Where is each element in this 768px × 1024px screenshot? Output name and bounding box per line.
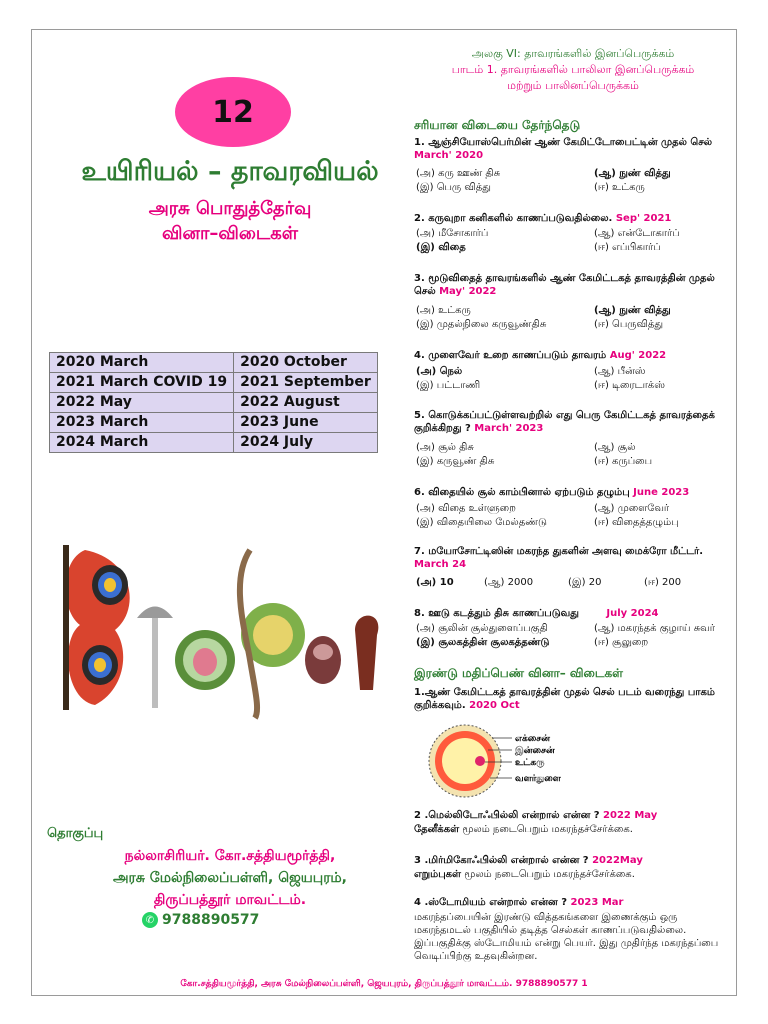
option-c: (இ) பட்டாணி (416, 380, 481, 391)
option-d: (ஈ) உட்கரு (594, 182, 645, 193)
question-text: 7. மயோசோட்டிஸின் மகரந்த துகளின் அளவு மைக்ரோ மீட்டர். (414, 546, 704, 557)
table-cell: 2023 March (50, 413, 234, 433)
exam-tag: March' 2020 (414, 150, 484, 161)
credit-name: நல்லாசிரியர். கோ.சத்தியமூர்த்தி, (124, 848, 336, 864)
class-number-badge (175, 77, 291, 147)
option-b: (ஆ) 2000 (484, 577, 534, 588)
answer-keyword: தேனீக்கள் (414, 824, 460, 835)
option-d: (ஈ) டிரைடாக்ஸ் (594, 380, 665, 391)
question-text: 6. விதையில் சூல் காம்பினால் ஏற்படும் தழும்பு (414, 487, 630, 498)
unit-heading: அலகு VI: தாவரங்களில் இனப்பெருக்கம் (471, 47, 675, 60)
option-d: (ஈ) சூலுறை (594, 637, 649, 648)
exam-sessions-table (49, 352, 378, 453)
question-7 (414, 545, 732, 571)
option-b: (ஆ) நுண் வித்து (594, 168, 671, 179)
table-cell: 2022 May (50, 393, 234, 413)
option-a: (அ) 10 (416, 577, 454, 588)
exam-tag: Aug' 2022 (609, 350, 667, 361)
question-4 (414, 349, 732, 362)
page-title: உயிரியல் – தாவரவியல் (81, 156, 379, 187)
question-text: 5. கொடுக்கப்பட்டுள்ளவற்றில் எது பெரு கேமிட்டகத் தாவரத்தைக் குறிக்கிறது ? (414, 410, 715, 434)
question-text: 1.ஆண் கேமிட்டகத் தாவரத்தின் முதல் செல் படம் வரைந்து பாகம் குறிக்கவும். (414, 687, 715, 711)
option-b: (ஆ) முளைவேர் (594, 503, 670, 514)
lesson-heading-2: மற்றும் பாலினப்பெருக்கம் (507, 79, 639, 92)
page-subtitle (40, 196, 420, 246)
class-number: 12 (212, 94, 254, 130)
option-c: (இ) 20 (568, 577, 602, 588)
credit-phone (142, 912, 259, 928)
answer-text: மூலம் நடைபெறும் மகரந்தச்சேர்க்கை. (462, 824, 633, 835)
embryo-illustration (175, 630, 235, 690)
phone-number: 9788890577 (162, 912, 260, 928)
two-mark-question-4 (414, 896, 732, 909)
option-b: (ஆ) நுண் வித்து (594, 305, 671, 316)
question-6 (414, 486, 732, 499)
table-row (50, 413, 378, 433)
exam-tag: 2020 Oct (469, 700, 520, 711)
option-a: (அ) உட்கரு (416, 305, 471, 316)
exam-tag: 2022May (592, 855, 643, 866)
diagram-label-germ-pore: வளர்துளை (515, 774, 561, 784)
option-a: (அ) நெல் (416, 366, 463, 377)
table-cell: 2024 July (234, 433, 378, 453)
table-cell: 2020 October (234, 353, 378, 373)
table-cell: 2021 September (234, 373, 378, 393)
credit-label: தொகுப்பு (47, 826, 104, 841)
option-a: (அ) மீசோகார்ப் (416, 228, 489, 239)
exam-tag: May' 2022 (439, 286, 497, 297)
option-a: (அ) சூலின் சூல்துளைப்பகுதி (416, 623, 548, 634)
question-text: 2. கருவுறா கனிகளில் காணப்படுவதில்லை. (414, 213, 613, 224)
subtitle-line-1: அரசு பொதுத்தேர்வு (148, 198, 312, 219)
option-d: (ஈ) 200 (644, 577, 682, 588)
question-1 (414, 136, 732, 162)
option-a: (அ) கரு ஊண் திசு (416, 168, 501, 179)
option-b: (ஆ) சூல் (594, 442, 636, 453)
option-d: (ஈ) விதைத்தழும்பு (594, 517, 679, 528)
question-text: 4 .ஸ்டோமியம் என்றால் என்ன ? (414, 897, 568, 908)
table-row (50, 353, 378, 373)
exam-tag: 2022 May (603, 810, 658, 821)
answer-text: மூலம் நடைபெறும் மகரந்தச்சேர்க்கை. (464, 869, 635, 880)
option-d: (ஈ) பெருவித்து (594, 319, 664, 330)
option-c: (இ) கருவூண் திசு (416, 456, 495, 467)
whatsapp-icon: ✆ (142, 912, 158, 928)
table-row (50, 393, 378, 413)
exam-tag: March 24 (414, 559, 467, 570)
mushroom-illustration (137, 607, 173, 709)
question-8 (414, 607, 732, 620)
mcq-heading: சரியான விடையை தேர்ந்தெடு (414, 118, 581, 132)
table-cell: 2020 March (50, 353, 234, 373)
question-text: 8. ஊடு கடத்தும் திசு காணப்படுவது (414, 608, 579, 619)
lesson-heading-1: பாடம் 1. தாவரங்களில் பாலிலா இனப்பெருக்கம் (451, 63, 695, 76)
credit-school: அரசு மேல்நிலைப்பள்ளி, ஜெயபுரம், (112, 870, 348, 886)
two-mark-question-2 (414, 809, 732, 822)
option-a: (அ) விதை உள்ளுறை (416, 503, 516, 514)
answer-3 (414, 868, 732, 881)
question-text: 2 .மெல்லிடோஃபில்லி என்றால் என்ன ? (414, 810, 600, 821)
option-c: (இ) விதை (416, 242, 466, 253)
exam-tag: Sep' 2021 (615, 213, 672, 224)
two-mark-heading: இரண்டு மதிப்பெண் வினா– விடைகள் (414, 666, 623, 680)
table-cell: 2024 March (50, 433, 234, 453)
butterfly-illustration (63, 545, 130, 710)
option-a: (அ) சூல் திசு (416, 442, 474, 453)
diagram-label-exine: எக்சைன் (515, 734, 551, 744)
exam-tag: March' 2023 (474, 423, 544, 434)
answer-keyword: எறும்புகள் (414, 869, 462, 880)
biology-illustration (55, 540, 390, 720)
diagram-label-nucleus: உட்கரு (515, 758, 545, 768)
pollen-grain-diagram (420, 720, 600, 802)
option-b: (ஆ) மகரந்தக் குழாய் சுவர் (594, 623, 715, 634)
question-text: 3 .மிர்மிகோஃபில்லி என்றால் என்ன ? (414, 855, 589, 866)
question-5 (414, 409, 732, 435)
option-c: (இ) விதையிலை மேல்தண்டு (416, 517, 547, 528)
option-d: (ஈ) கருப்பை (594, 456, 653, 467)
page-footer: கோ.சத்தியமூர்த்தி, அரசு மேல்நிலைப்பள்ளி, ஜெயபுரம், திருப்பத்தூர் மாவட்டம். 9788890577 1 (180, 979, 588, 989)
credit-district: திருப்பத்தூர் மாவட்டம். (153, 892, 307, 908)
diagram-label-intine: இன்சைன் (515, 746, 555, 756)
option-c: (இ) முதல்நிலை கருவூண்திசு (416, 319, 547, 330)
two-mark-question-3 (414, 854, 732, 867)
question-text: 1. ஆஞ்சியோஸ்பெர்மின் ஆண் கேமிட்டோபைட்டின் முதல் செல் (414, 137, 713, 148)
question-2 (414, 212, 732, 225)
question-3 (414, 272, 732, 298)
option-b: (ஆ) என்டோகார்ப் (594, 228, 680, 239)
answer-4: மகரந்தப்பையின் இரண்டு வித்தகங்களை இணைக்கும் ஒரு மகரந்தமடல் பகுதியில் தடித்த செல்கள் காணப்படுவதில்லை. இப்பகுதிக்கு ஸ்டோமியம் என்று பெயர். இது முதிர்ந்த மகரந்தப்பை வெடிப்பிற்கு உதவுகின்றன. (414, 912, 719, 962)
two-mark-question-1 (414, 686, 732, 712)
subtitle-line-2: வினா–விடைகள் (162, 223, 298, 244)
table-cell: 2023 June (234, 413, 378, 433)
organ-illustration (355, 616, 378, 690)
option-c: (இ) பெரு வித்து (416, 182, 491, 193)
table-row (50, 373, 378, 393)
answer-2 (414, 823, 732, 836)
exam-tag: June 2023 (633, 487, 690, 498)
option-d: (ஈ) எப்பிகார்ப் (594, 242, 661, 253)
question-text: 3. மூடுவிதைத் தாவரங்களில் ஆண் கேமிட்டகத் தாவரத்தின் முதல் செல் (414, 273, 715, 297)
table-cell: 2021 March COVID 19 (50, 373, 234, 393)
table-row (50, 433, 378, 453)
table-cell: 2022 August (234, 393, 378, 413)
pollen-nucleus (475, 756, 485, 766)
seed-illustration (305, 636, 341, 684)
option-b: (ஆ) பீன்ஸ் (594, 366, 646, 377)
exam-tag: 2023 Mar (570, 897, 624, 908)
question-text: 4. முளைவேர் உறை காணப்படும் தாவரம் (414, 350, 607, 361)
option-c: (இ) சூலகத்தின் சூலகத்தண்டு (416, 637, 550, 648)
exam-tag: July 2024 (606, 608, 659, 619)
